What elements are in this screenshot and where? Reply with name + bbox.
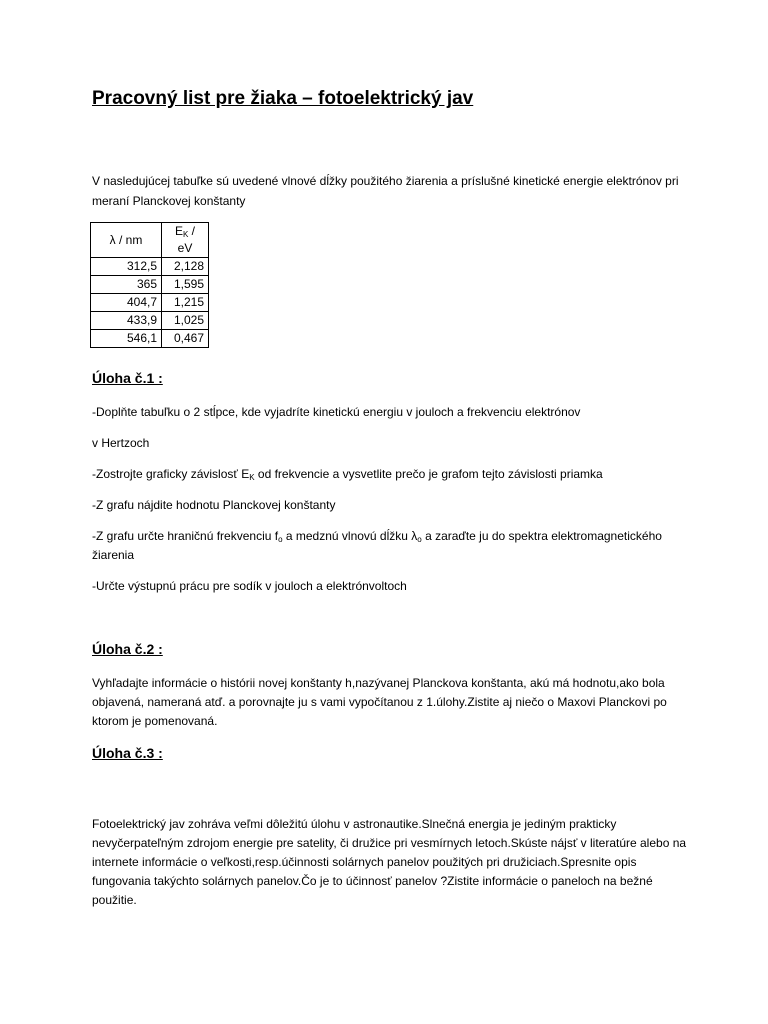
table-row — [91, 258, 209, 276]
task1-item2: -Zostrojte graficky závislosť $E_K$ od frekvencie a vysvetlite prečo je grafom tejto závislosti priamka — [92, 467, 603, 482]
task1-item1-cont: v Hertzoch — [92, 436, 150, 450]
table-row — [91, 312, 209, 330]
energy-cell: 1,025 — [162, 312, 209, 330]
task2-text: Vyhľadajte informácie o histórii novej konštanty h,nazývanej Planckova konštanta, akú má hodnotu,ako bola objavená, nameraná atď. a porovnajte ju s vami vypočítanou z 1.úlohy.Zistite aj niečo o Maxovi Planckovi po ktorom je pomenovaná. — [92, 676, 667, 728]
intro-text: V nasledujúcej tabuľke sú uvedené vlnové dĺžky použitého žiarenia a príslušné kinetické energie elektrónov pri meraní Planckovej konštanty — [92, 174, 679, 208]
wavelength-cell: 404,7 — [91, 294, 162, 312]
table-row — [91, 330, 209, 348]
header-wavelength: λ / nm — [91, 223, 162, 258]
table-row — [91, 294, 209, 312]
wavelength-cell: 365 — [91, 276, 162, 294]
task1-item1: -Doplňte tabuľku o 2 stĺpce, kde vyjadríte kinetickú energiu v jouloch a frekvenciu elektrónov — [92, 405, 581, 419]
task3-heading: Úloha č.3 : — [92, 745, 163, 761]
energy-cell: 1,215 — [162, 294, 209, 312]
table-row — [91, 276, 209, 294]
table-header-row — [91, 223, 209, 258]
task1-item5: -Určte výstupnú prácu pre sodík v jouloch a elektrónvoltoch — [92, 579, 407, 593]
wavelength-cell: 433,9 — [91, 312, 162, 330]
energy-cell: 1,595 — [162, 276, 209, 294]
wavelength-cell: 546,1 — [91, 330, 162, 348]
measurement-table — [90, 222, 209, 348]
task1-item4: -Z grafu určte hraničnú frekvenciu $f_o$ a medznú vlnovú dĺžku $\lambda_o$ a zaraďte ju do spektra elektromagnetického žiarenia — [92, 529, 662, 562]
wavelength-cell: 312,5 — [91, 258, 162, 276]
header-kinetic-energy: $E_K$ / eV — [162, 223, 209, 258]
page-title: Pracovný list pre žiaka – fotoelektrický jav — [92, 88, 474, 109]
task2-heading: Úloha č.2 : — [92, 641, 163, 657]
task1-item3: -Z grafu nájdite hodnotu Planckovej konštanty — [92, 498, 336, 512]
task1-heading: Úloha č.1 : — [92, 370, 163, 386]
task3-text: Fotoelektrický jav zohráva veľmi dôležitú úlohu v astronautike.Slnečná energia je jediným prakticky nevyčerpateľným zdrojom energie pre satelity, či družice pri vesmírnych letoch.Skúste nájsť v literatúre alebo na internete informácie o veľkosti,resp.účinnosti solárnych panelov použitých pri družiciach.Spresnite opis fungovania takýchto solárnych panelov.Čo je to účinnosť panelov ?Zistite informácie o paneloch na bežné použitie. — [92, 817, 687, 907]
energy-cell: 0,467 — [162, 330, 209, 348]
energy-cell: 2,128 — [162, 258, 209, 276]
